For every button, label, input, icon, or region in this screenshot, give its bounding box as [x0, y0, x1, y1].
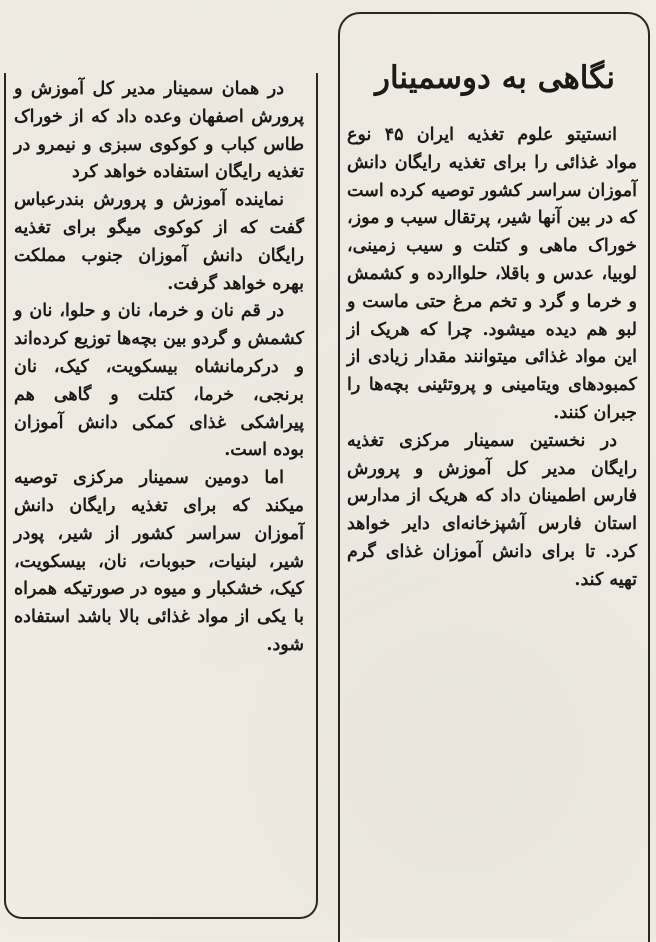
left-paragraph-2: نماینده آموزش و پرورش بندرعباس گفت که از کوکوی میگو برای تغذیه رایگان دانش آموزان جنوب مملکت بهره خواهد گرفت.: [14, 190, 304, 294]
article-title: نگاهی به دوسمینار: [374, 60, 615, 96]
right-paragraph-2: در نخستین سمینار مرکزی تغذیه رایگان مدیر کل آموزش و پرورش فارس اطمینان داد که هریک از مدارس استان فارس آشپزخانه‌ای دایر خواهد کرد. تا برای دانش آموزان غذای گرم تهیه کند.: [347, 430, 637, 590]
right-paragraph-1: انستیتو علوم تغذیه ایران ۴۵ نوع مواد غذائی را برای تغذیه رایگان دانش آموزان سراسر کشور توصیه کرده است که در بین آنها شیر، پرتقال سیب و موز، خوراک ماهی و کتلت و سیب زمینی، لوبیا، عدس و باقلا، حلواارده و کشمش و خرما و گرد و تخم مرغ حتی ماست و لبو هم دیده میشود. چرا که هریک از این مواد غذائی میتوانند مقدار زیادی از کمبودهای ویتامینی و پروتئینی بچه‌ها را جبران کنند.: [347, 125, 637, 423]
left-paragraph-3: در قم نان و خرما، نان و حلوا، نان و کشمش و گردو بین بچه‌ها توزیع کرده‌اند و درکرمانشاه بیسکویت، کیک، نان برنجی، خرما، کتلت و گاهی هم پیراشکی غذای کمکی دانش آموزان بوده است.: [14, 301, 304, 461]
left-paragraph-1: در همان سمینار مدیر کل آموزش و پرورش اصفهان وعده داد که از خوراک طاس کباب و کوکوی سبزی و نیمرو در تغذیه رایگان استفاده خواهد کرد: [14, 79, 304, 183]
left-paragraph-4: اما دومین سمینار مرکزی توصیه میکند که برای تغذیه رایگان دانش آموزان سراسر کشور از شیر، پودر شیر، لبنیات، حبوبات، نان، بیسکویت، کیک، خشکبار و میوه در صورتیکه همراه با یکی از مواد غذائی بالا باشد استفاده شود.: [14, 468, 304, 655]
left-column: [14, 76, 304, 660]
right-column: [347, 122, 637, 595]
